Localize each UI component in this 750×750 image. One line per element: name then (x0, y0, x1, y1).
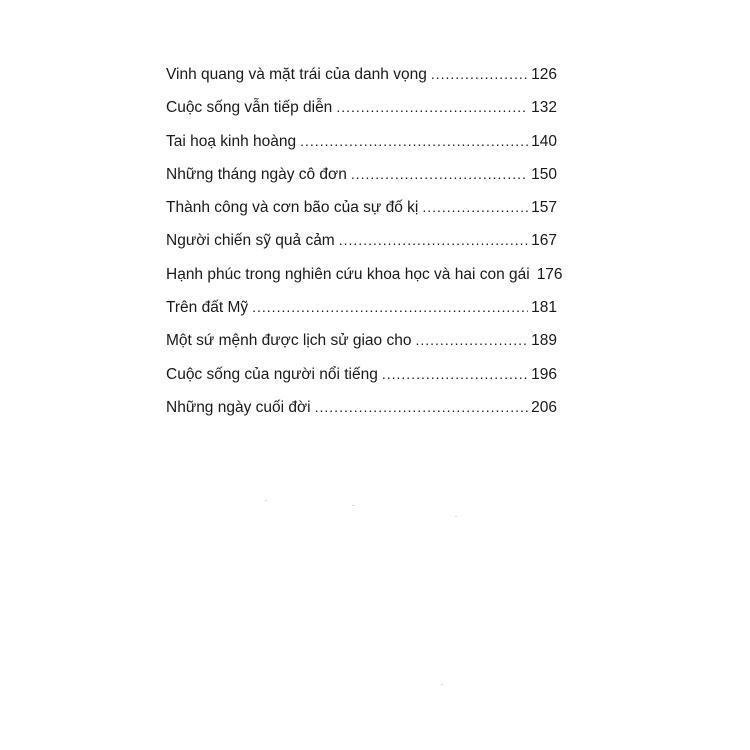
toc-entry-title: Cuộc sống vẫn tiếp diễn (166, 99, 333, 117)
toc-entry-page: 181 (531, 299, 557, 317)
toc-entry (166, 299, 557, 332)
dot-leader (415, 332, 528, 348)
toc-entry-title: Tai hoạ kinh hoàng (166, 132, 297, 150)
toc-entry-page: 189 (531, 332, 557, 350)
dot-leader (431, 66, 528, 82)
toc-entry-page: 150 (531, 165, 557, 183)
toc-entry-title: Người chiến sỹ quả cảm (166, 232, 335, 250)
toc-entry-title: Những tháng ngày cô đơn (166, 165, 347, 183)
toc-entry (166, 133, 557, 166)
toc-entry (166, 332, 557, 365)
toc-entry-page: 126 (531, 66, 557, 83)
toc-entry (166, 399, 557, 432)
toc-entry-page: 157 (531, 199, 557, 217)
toc-entry-page: 196 (531, 365, 557, 383)
toc-entry-title: Vinh quang và mặt trái của danh vọng (166, 66, 427, 83)
dot-leader (315, 399, 529, 415)
toc-entry-page: 206 (531, 398, 557, 416)
toc-entry-title: Một sứ mệnh được lịch sử giao cho (166, 332, 412, 350)
paper-speck (441, 684, 443, 685)
toc-entry-page: 176 (536, 265, 563, 283)
dot-leader (300, 133, 528, 149)
dot-leader (339, 232, 528, 248)
toc-entry-title: Hạnh phúc trong nghiên cứu khoa học và hai con gái (166, 265, 530, 283)
toc-entry (166, 66, 557, 99)
toc-entry-page: 140 (531, 132, 557, 150)
toc-entry (166, 166, 557, 199)
table-of-contents (166, 66, 563, 432)
toc-entry (166, 199, 557, 232)
toc-entry-page: 132 (531, 99, 557, 117)
dot-leader (382, 366, 528, 382)
toc-entry (166, 232, 557, 265)
dot-leader (252, 299, 528, 315)
toc-entry (166, 366, 557, 399)
dot-leader (336, 99, 528, 115)
dot-leader (422, 199, 528, 215)
toc-entry (166, 99, 557, 132)
toc-entry-title: Những ngày cuối đời (166, 398, 311, 416)
paper-speck (455, 516, 457, 517)
dot-leader (351, 166, 528, 182)
paper-speck (265, 500, 267, 501)
toc-entry-title: Cuộc sống của người nổi tiếng (166, 365, 378, 383)
toc-entry-page: 167 (531, 232, 557, 250)
toc-entry-title: Trên đất Mỹ (166, 299, 249, 317)
toc-entry (166, 265, 563, 299)
toc-entry-title: Thành công và cơn bão của sự đố kị (166, 199, 419, 217)
paper-speck (352, 505, 354, 506)
